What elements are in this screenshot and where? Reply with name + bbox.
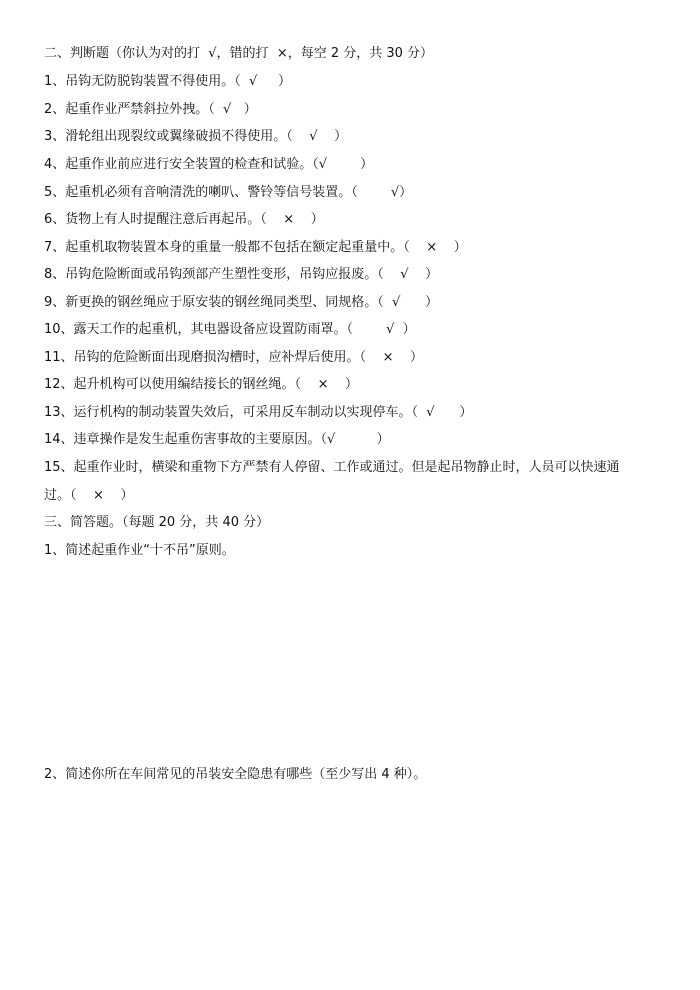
judgement-item-6: 6、货物上有人时提醒注意后再起吊。（ × ）	[44, 212, 324, 227]
judgement-item-14: 14、违章操作是发生起重伤害事故的主要原因。（√ ）	[44, 432, 390, 447]
judgement-item-7: 7、起重机取物装置本身的重量一般都不包括在额定起重量中。（ × ）	[44, 240, 467, 255]
judgement-item-9: 9、新更换的钢丝绳应于原安装的钢丝绳同类型、同规格。（ √ ）	[44, 295, 439, 310]
judgement-item-15-line1: 15、起重作业时，横梁和重物下方严禁有人停留、工作或通过。但是起吊物静止时，人员可以快速通	[44, 460, 620, 475]
judgement-item-2: 2、起重作业严禁斜拉外拽。（ √ ）	[44, 102, 257, 117]
section2-heading: 二、判断题（你认为对的打 √，错的打 ×，每空 2 分，共 30 分）	[44, 46, 434, 61]
short-answer-question-1: 1、简述起重作业“十不吊”原则。	[44, 543, 235, 558]
judgement-item-15-line2: 过。（ × ）	[44, 488, 134, 503]
judgement-item-8: 8、吊钩危险断面或吊钩颈部产生塑性变形，吊钩应报废。（ √ ）	[44, 267, 439, 282]
judgement-item-11: 11、吊钩的危险断面出现磨损沟槽时，应补焊后使用。（ × ）	[44, 350, 423, 365]
judgement-item-3: 3、滑轮组出现裂纹或翼缘破损不得使用。（ √ ）	[44, 129, 348, 144]
section3-heading: 三、简答题。（每题 20 分，共 40 分）	[44, 515, 270, 530]
judgement-item-12: 12、起升机构可以使用编结接长的钢丝绳。（ × ）	[44, 377, 358, 392]
judgement-item-5: 5、起重机必须有音响清洗的喇叭、警铃等信号装置。（ √）	[44, 185, 413, 200]
judgement-item-4: 4、起重作业前应进行安全装置的检查和试验。（√ ）	[44, 157, 374, 172]
judgement-item-13: 13、运行机构的制动装置失效后，可采用反车制动以实现停车。（ √ ）	[44, 405, 473, 420]
judgement-item-10: 10、露天工作的起重机，其电器设备应设置防雨罩。（ √ ）	[44, 322, 416, 337]
judgement-item-1: 1、吊钩无防脱钩装置不得使用。（ √ ）	[44, 74, 291, 89]
short-answer-question-2: 2、简述你所在车间常见的吊装安全隐患有哪些（至少写出 4 种）。	[44, 767, 427, 782]
